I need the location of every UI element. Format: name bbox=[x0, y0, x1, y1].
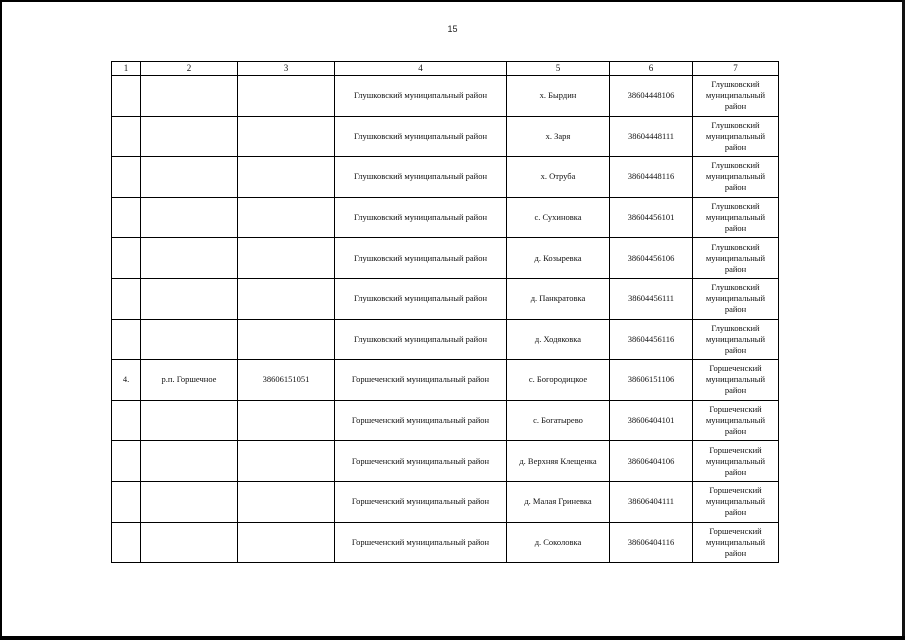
district-affiliation-cell: Горшеченский муниципальный район bbox=[693, 400, 779, 441]
municipality-code-cell bbox=[238, 400, 335, 441]
row-number-cell bbox=[112, 238, 141, 279]
district-cell: Глушковский муниципальный район bbox=[335, 157, 507, 198]
settlement-cell: д. Ходяковка bbox=[507, 319, 610, 360]
table-row bbox=[112, 238, 779, 279]
municipality-code-cell bbox=[238, 238, 335, 279]
municipality-code-cell bbox=[238, 319, 335, 360]
municipality-name-cell bbox=[141, 278, 238, 319]
district-affiliation-cell: Глушковский муниципальный район bbox=[693, 319, 779, 360]
municipality-code-cell bbox=[238, 157, 335, 198]
table-row bbox=[112, 319, 779, 360]
table-row bbox=[112, 360, 779, 401]
district-cell: Горшеченский муниципальный район bbox=[335, 522, 507, 563]
row-number-cell bbox=[112, 522, 141, 563]
column-header: 3 bbox=[238, 62, 335, 76]
column-header: 7 bbox=[693, 62, 779, 76]
settlement-code-cell: 38604456106 bbox=[610, 238, 693, 279]
settlement-code-cell: 38604448116 bbox=[610, 157, 693, 198]
scan-border-top bbox=[0, 0, 905, 2]
table-row bbox=[112, 441, 779, 482]
district-cell: Горшеченский муниципальный район bbox=[335, 481, 507, 522]
settlement-code-cell: 38606404106 bbox=[610, 441, 693, 482]
municipality-code-cell bbox=[238, 116, 335, 157]
column-header: 1 bbox=[112, 62, 141, 76]
settlement-code-cell: 38606151106 bbox=[610, 360, 693, 401]
settlement-code-cell: 38604456116 bbox=[610, 319, 693, 360]
column-header: 5 bbox=[507, 62, 610, 76]
table-row bbox=[112, 116, 779, 157]
column-header: 2 bbox=[141, 62, 238, 76]
settlement-cell: х. Отруба bbox=[507, 157, 610, 198]
district-cell: Горшеченский муниципальный район bbox=[335, 400, 507, 441]
row-number-cell bbox=[112, 116, 141, 157]
municipality-name-cell bbox=[141, 481, 238, 522]
settlement-cell: с. Богатырево bbox=[507, 400, 610, 441]
table-row bbox=[112, 76, 779, 117]
settlement-cell: д. Малая Гриневка bbox=[507, 481, 610, 522]
district-cell: Глушковский муниципальный район bbox=[335, 116, 507, 157]
district-cell: Глушковский муниципальный район bbox=[335, 197, 507, 238]
municipality-code-cell bbox=[238, 481, 335, 522]
municipality-code-cell bbox=[238, 278, 335, 319]
municipality-code-cell bbox=[238, 441, 335, 482]
district-cell: Глушковский муниципальный район bbox=[335, 278, 507, 319]
row-number-cell bbox=[112, 197, 141, 238]
row-number-cell bbox=[112, 441, 141, 482]
row-number-cell bbox=[112, 278, 141, 319]
district-affiliation-cell: Глушковский муниципальный район bbox=[693, 238, 779, 279]
municipality-name-cell bbox=[141, 76, 238, 117]
district-affiliation-cell: Горшеченский муниципальный район bbox=[693, 441, 779, 482]
district-affiliation-cell: Горшеченский муниципальный район bbox=[693, 360, 779, 401]
district-affiliation-cell: Глушковский муниципальный район bbox=[693, 197, 779, 238]
municipality-name-cell bbox=[141, 400, 238, 441]
column-header: 4 bbox=[335, 62, 507, 76]
table-row bbox=[112, 197, 779, 238]
municipality-name-cell: р.п. Горшечное bbox=[141, 360, 238, 401]
municipality-name-cell bbox=[141, 116, 238, 157]
scan-border-left bbox=[0, 0, 2, 640]
row-number-cell bbox=[112, 481, 141, 522]
district-affiliation-cell: Горшеченский муниципальный район bbox=[693, 481, 779, 522]
municipality-name-cell bbox=[141, 441, 238, 482]
district-cell: Глушковский муниципальный район bbox=[335, 76, 507, 117]
row-number-cell bbox=[112, 400, 141, 441]
municipality-code-cell bbox=[238, 522, 335, 563]
settlement-code-cell: 38606404111 bbox=[610, 481, 693, 522]
page-number: 15 bbox=[447, 24, 458, 34]
settlements-table bbox=[111, 61, 779, 563]
district-cell: Горшеченский муниципальный район bbox=[335, 441, 507, 482]
table-row bbox=[112, 278, 779, 319]
municipality-name-cell bbox=[141, 157, 238, 198]
table-row bbox=[112, 157, 779, 198]
district-affiliation-cell: Горшеченский муниципальный район bbox=[693, 522, 779, 563]
settlement-cell: д. Козыревка bbox=[507, 238, 610, 279]
settlement-cell: с. Богородицкое bbox=[507, 360, 610, 401]
settlement-cell: х. Бырдин bbox=[507, 76, 610, 117]
header-row bbox=[112, 62, 779, 76]
district-affiliation-cell: Глушковский муниципальный район bbox=[693, 116, 779, 157]
settlement-code-cell: 38606404101 bbox=[610, 400, 693, 441]
column-header: 6 bbox=[610, 62, 693, 76]
municipality-name-cell bbox=[141, 238, 238, 279]
settlement-code-cell: 38604456111 bbox=[610, 278, 693, 319]
district-affiliation-cell: Глушковский муниципальный район bbox=[693, 278, 779, 319]
district-cell: Горшеченский муниципальный район bbox=[335, 360, 507, 401]
row-number-cell: 4. bbox=[112, 360, 141, 401]
municipality-code-cell bbox=[238, 76, 335, 117]
settlement-cell: д. Панкратовка bbox=[507, 278, 610, 319]
settlement-code-cell: 38604448111 bbox=[610, 116, 693, 157]
district-affiliation-cell: Глушковский муниципальный район bbox=[693, 157, 779, 198]
municipality-code-cell bbox=[238, 197, 335, 238]
settlement-code-cell: 38604448106 bbox=[610, 76, 693, 117]
settlement-code-cell: 38604456101 bbox=[610, 197, 693, 238]
settlement-cell: х. Заря bbox=[507, 116, 610, 157]
scan-border-bottom bbox=[0, 636, 905, 640]
district-affiliation-cell: Глушковский муниципальный район bbox=[693, 76, 779, 117]
row-number-cell bbox=[112, 76, 141, 117]
table-row bbox=[112, 481, 779, 522]
municipality-code-cell: 38606151051 bbox=[238, 360, 335, 401]
district-cell: Глушковский муниципальный район bbox=[335, 238, 507, 279]
settlement-cell: д. Верхняя Клещенка bbox=[507, 441, 610, 482]
row-number-cell bbox=[112, 157, 141, 198]
municipality-name-cell bbox=[141, 319, 238, 360]
row-number-cell bbox=[112, 319, 141, 360]
district-cell: Глушковский муниципальный район bbox=[335, 319, 507, 360]
settlement-cell: с. Сухиновка bbox=[507, 197, 610, 238]
municipality-name-cell bbox=[141, 197, 238, 238]
municipality-name-cell bbox=[141, 522, 238, 563]
table-row bbox=[112, 522, 779, 563]
table-row bbox=[112, 400, 779, 441]
settlement-code-cell: 38606404116 bbox=[610, 522, 693, 563]
settlement-cell: д. Соколовка bbox=[507, 522, 610, 563]
